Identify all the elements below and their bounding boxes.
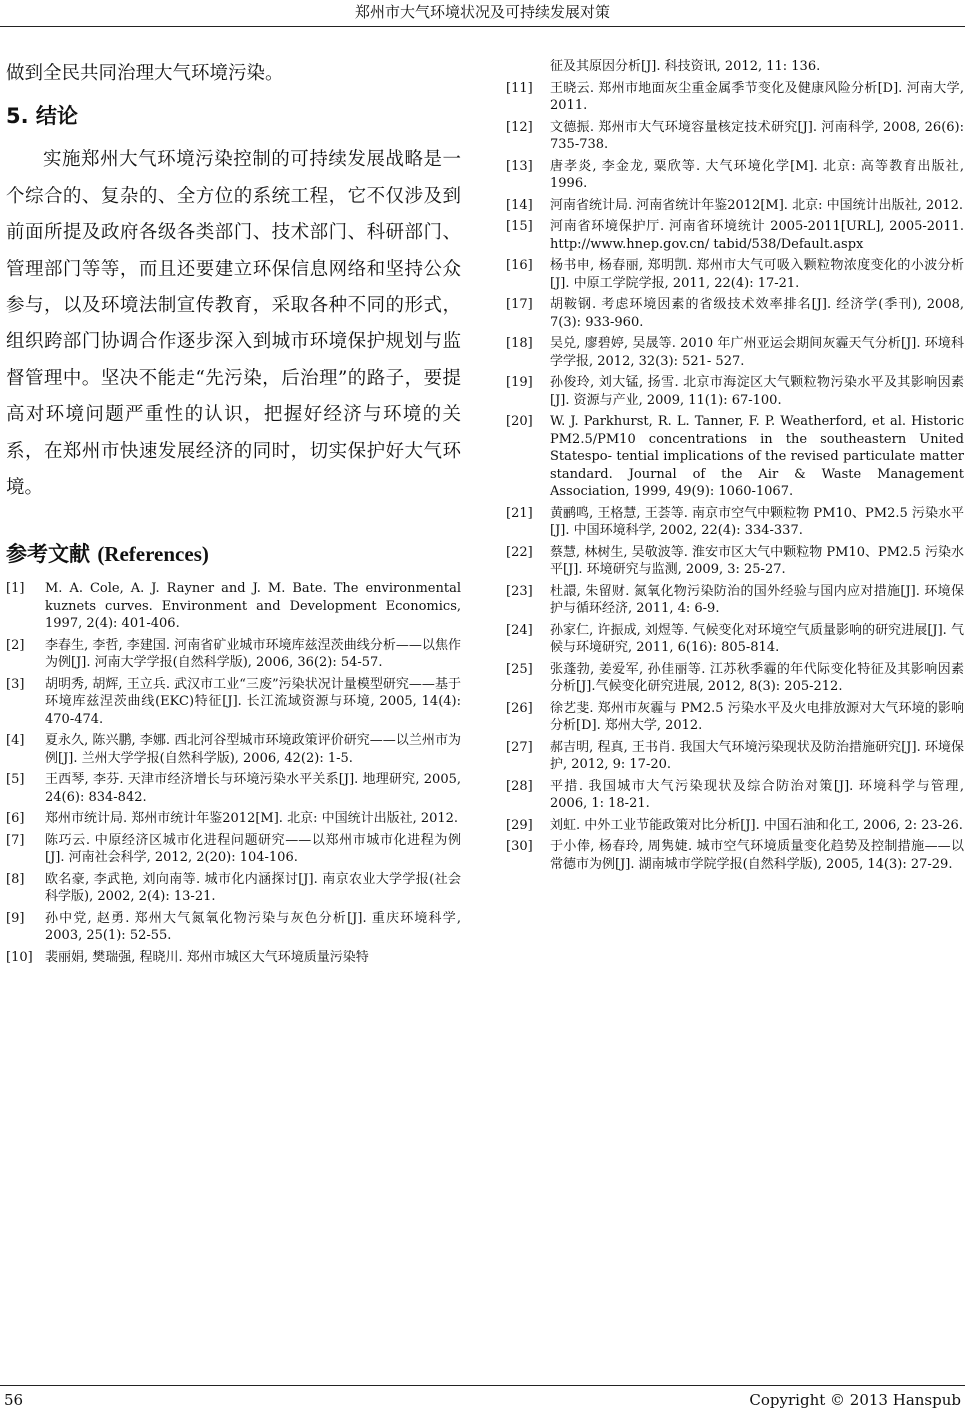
reference-item — [506, 739, 964, 774]
reference-item — [506, 700, 964, 735]
reference-item — [506, 661, 964, 696]
page-footer — [0, 1385, 965, 1414]
reference-text: 孙中党, 赵勇. 郑州大气氮氧化物污染与灰色分析[J]. 重庆环境科学, 2003, 25(1): 52-55. — [45, 910, 461, 944]
reference-number: [4] — [6, 733, 25, 749]
reference-item — [506, 257, 964, 292]
reference-text: 吴兑, 廖碧婷, 吴晟等. 2010 年广州亚运会期间灰霾天气分析[J]. 环境科学学报, 2012, 32(3): 521- 527. — [550, 336, 964, 369]
reference-number: [7] — [6, 832, 25, 848]
reference-number: [15] — [506, 219, 533, 234]
reference-text: 徐艺斐. 郑州市灰霾与 PM2.5 污染水平及火电排放源对大气环境的影响分析[D]. 郑州大学, 2012. — [550, 700, 964, 733]
reference-text: 刘虹. 中外工业节能政策对比分析[J]. 中国石油和化工, 2006, 2: 23-26. — [550, 817, 963, 833]
reference-item — [506, 544, 964, 579]
reference-text: 欧名豪, 李武艳, 刘向南等. 城市化内涵探讨[J]. 南京农业大学学报(社会科学版), 2002, 2(4): 13-21. — [45, 871, 461, 905]
reference-item — [506, 197, 964, 215]
reference-item — [506, 505, 964, 540]
reference-item — [6, 810, 461, 828]
reference-text: 郝吉明, 程真, 王书肖. 我国大气环境污染现状及防治措施研究[J]. 环境保护, 2012, 9: 17-20. — [550, 739, 964, 772]
reference-item — [506, 80, 964, 115]
reference-item — [506, 296, 964, 331]
reference-list-left — [6, 580, 461, 966]
reference-text: 郑州市统计局. 郑州市统计年鉴2012[M]. 北京: 中国统计出版社, 2012. — [45, 811, 459, 827]
reference-text: 黄鹂鸣, 王格慧, 王荟等. 南京市空气中颗粒物 PM10、PM2.5 污染水平[J]. 中国环境科学, 2002, 22(4): 334-337. — [550, 505, 964, 538]
continued-paragraph: 做到全民共同治理大气环境污染。 — [6, 63, 284, 84]
reference-text: 张蓬勃, 姜爱军, 孙佳丽等. 江苏秋季霾的年代际变化特征及其影响因素分析[J].气候变化研究进展, 2012, 8(3): 205-212. — [550, 661, 964, 694]
reference-number: [6] — [6, 811, 25, 827]
reference-number: [2] — [6, 637, 25, 653]
reference-number: [19] — [506, 375, 533, 390]
reference-text: 杨书申, 杨春丽, 郑明凯. 郑州市大气可吸入颗粒物浓度变化的小波分析[J]. 中原工学院学报, 2011, 22(4): 17-21. — [550, 258, 964, 291]
reference-item — [506, 778, 964, 813]
references-heading — [6, 540, 461, 568]
references-heading-en: (References) — [97, 542, 209, 567]
reference-number: [23] — [506, 583, 533, 599]
reference-item — [506, 583, 964, 618]
reference-text: 胡明秀, 胡辉, 王立兵. 武汉市工业“三废”污染状况计量模型研究——基于环境库兹涅茨曲线(EKC)特征[J]. 长江流域资源与环境, 2005, 14(4): 470-474. — [45, 676, 461, 727]
reference-item — [6, 910, 461, 945]
reference-number: [26] — [506, 700, 533, 716]
reference-item — [506, 218, 964, 253]
reference-number: [11] — [506, 80, 533, 96]
reference-number: [14] — [506, 197, 533, 213]
reference-item — [506, 119, 964, 154]
reference-item — [506, 335, 964, 370]
reference-text: 裴丽娟, 樊瑞强, 程晓川. 郑州市城区大气环境质量污染特 — [45, 949, 369, 965]
reference-item — [6, 871, 461, 906]
reference-item — [6, 732, 461, 767]
reference-text: 王晓云. 郑州市地面灰尘重金属季节变化及健康风险分析[D]. 河南大学, 2011. — [550, 80, 964, 113]
reference-item — [6, 949, 461, 967]
reference-number: [28] — [506, 778, 533, 794]
reference-text: 唐孝炎, 李金龙, 粟欣等. 大气环境化学[M]. 北京: 高等教育出版社, 1996. — [550, 158, 964, 191]
reference-item — [6, 676, 461, 729]
reference-number: [17] — [506, 297, 533, 312]
reference-text: 河南省环境保护厅. 河南省环境统计 2005-2011[URL], 2005-2011. http://www.hnep.gov.cn/ tabid/538/Default.aspx — [550, 219, 964, 252]
reference-text: 于小俸, 杨春玲, 周隽婕. 城市空气环境质量变化趋势及控制措施——以常德市为例[J]. 湖南城市学院学报(自然科学版), 2005, 14(3): 27-29. — [550, 839, 964, 872]
reference-number: [8] — [6, 871, 25, 887]
reference-text: 陈巧云. 中原经济区城市化进程问题研究——以郑州市城市化进程为例[J]. 河南社会科学, 2012, 2(20): 104-106. — [45, 832, 461, 866]
reference-item — [506, 413, 964, 501]
section-heading-conclusion: 5. 结论 — [6, 104, 78, 129]
reference-text: 王西琴, 李芬. 天津市经济增长与环境污染水平关系[J]. 地理研究, 2005, 24(6): 834-842. — [45, 772, 461, 805]
page-number: 56 — [4, 1391, 24, 1409]
reference-text: 胡鞍钢. 考虑环境因素的省级技术效率排名[J]. 经济学(季刊), 2008, 7(3): 933-960. — [550, 297, 964, 330]
reference-number: [20] — [506, 414, 533, 429]
conclusion-paragraph: 实施郑州大气环境污染控制的可持续发展战略是一个综合的、复杂的、全方位的系统工程，它不仅涉及到前面所提及政府各级各类部门、技术部门、科研部门、管理部门等等，而且还要建立环保信息网络和坚持公众参与，以及环境法制宣传教育，采取各种不同的形式，组织跨部门协调合作逐步深入到城市环境保护规划与监督管理中。坚决不能走“先污染，后治理”的路子，要提高对环境问题严重性的认识，把握好经济与环境的关系，在郑州市快速发展经济的同时，切实保护好大气环境。 — [6, 149, 461, 499]
reference-number: [10] — [6, 949, 33, 965]
reference-text: 杜譞, 朱留财. 氮氧化物污染防治的国外经验与国内应对措施[J]. 环境保护与循环经济, 2011, 4: 6-9. — [550, 583, 964, 616]
reference-item — [506, 817, 964, 835]
reference-text: 孙家仁, 许振成, 刘煜等. 气候变化对环境空气质量影响的研究进展[J]. 气候与环境研究, 2011, 6(16): 805-814. — [550, 622, 964, 655]
reference-number: [5] — [6, 772, 25, 788]
reference-number: [9] — [6, 910, 25, 926]
reference-number: [21] — [506, 505, 533, 521]
running-header — [0, 0, 965, 27]
reference-item — [506, 838, 964, 873]
reference-item — [506, 374, 964, 409]
right-column — [506, 58, 964, 877]
reference-number: [29] — [506, 817, 533, 833]
left-column — [6, 56, 461, 970]
reference-number: [18] — [506, 336, 533, 351]
reference-number: [13] — [506, 158, 533, 174]
reference-number: [24] — [506, 622, 533, 638]
reference-item — [506, 158, 964, 193]
reference-item — [6, 771, 461, 806]
reference-item — [6, 637, 461, 672]
reference-number: [1] — [6, 581, 25, 597]
reference-text: 夏永久, 陈兴鹏, 李娜. 西北河谷型城市环境政策评价研究——以兰州市为例[J]. 兰州大学学报(自然科学版), 2006, 42(2): 1-5. — [45, 733, 461, 766]
references-heading-cn: 参考文献 — [6, 542, 90, 567]
reference-number: [3] — [6, 676, 25, 692]
reference-number: [12] — [506, 119, 533, 135]
reference-text: M. A. Cole, A. J. Rayner and J. M. Bate. The environmental kuznets curves. Environment and Development Economics, 1997, 2(4): 401-406. — [45, 581, 461, 632]
reference-text: 孙俊玲, 刘大锰, 扬雪. 北京市海淀区大气颗粒物污染水平及其影响因素[J]. 资源与产业, 2009, 11(1): 67-100. — [550, 375, 964, 408]
reference-item — [506, 622, 964, 657]
reference-continuation: 征及其原因分析[J]. 科技资讯, 2012, 11: 136. — [550, 59, 821, 74]
reference-text: 李春生, 李哲, 李建国. 河南省矿业城市环境库兹涅茨曲线分析——以焦作为例[J]. 河南大学学报(自然科学版), 2006, 36(2): 54-57. — [45, 637, 461, 671]
reference-item — [6, 832, 461, 867]
reference-text: W. J. Parkhurst, R. L. Tanner, F. P. Weatherford, et al. Historic PM2.5/PM10 concentrations in the southeastern United Statespo- tential implications of the revised particulate matter standard. Journal of the Air & Waste Management Association, 1999, 49(9): 1060-1067. — [550, 414, 964, 499]
reference-text: 平措. 我国城市大气污染现状及综合防治对策[J]. 环境科学与管理, 2006, 1: 18-21. — [550, 778, 964, 811]
running-header-title: 郑州市大气环境状况及可持续发展对策 — [354, 3, 610, 21]
copyright-notice: Copyright © 2013 Hanspub — [749, 1391, 961, 1409]
reference-text: 河南省统计局. 河南省统计年鉴2012[M]. 北京: 中国统计出版社, 2012. — [550, 197, 964, 213]
reference-number: [16] — [506, 258, 533, 273]
reference-number: [27] — [506, 739, 533, 755]
reference-number: [30] — [506, 839, 533, 854]
reference-number: [22] — [506, 544, 533, 560]
reference-text: 蔡慧, 林树生, 吴敬波等. 淮安市区大气中颗粒物 PM10、PM2.5 污染水平[J]. 环境研究与监测, 2009, 3: 25-27. — [550, 544, 964, 577]
reference-number: [25] — [506, 661, 533, 677]
reference-list-right — [506, 80, 964, 874]
reference-item — [6, 580, 461, 633]
reference-text: 文德振. 郑州市大气环境容量核定技术研究[J]. 河南科学, 2008, 26(6): 735-738. — [550, 119, 964, 152]
